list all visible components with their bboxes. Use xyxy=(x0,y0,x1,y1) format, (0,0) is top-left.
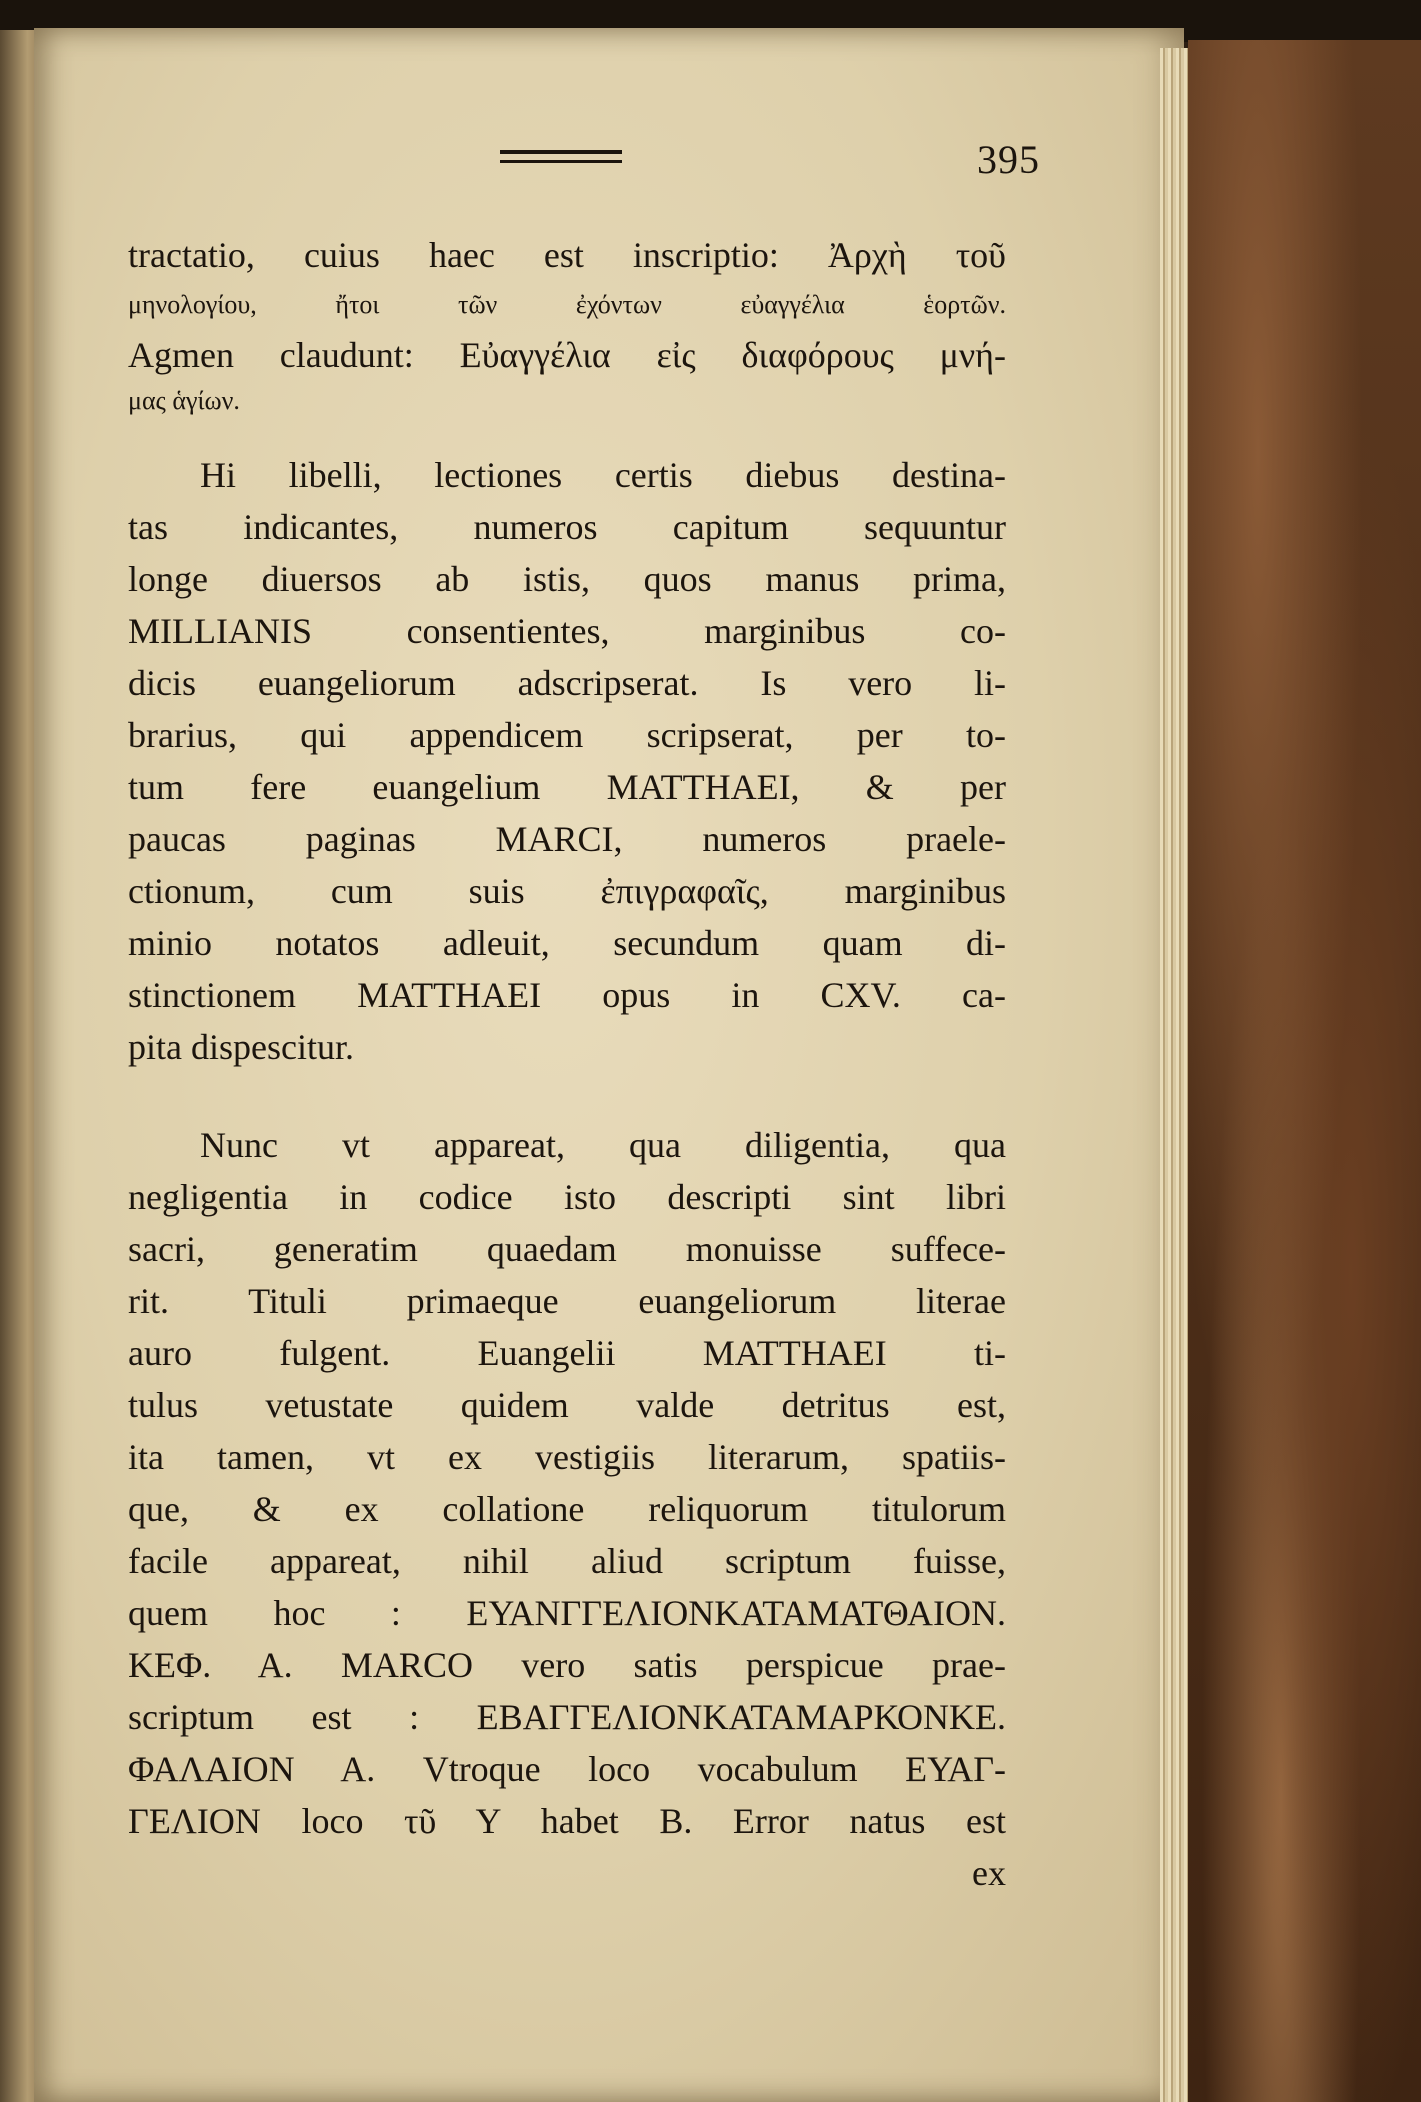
text-line: longe diuersos ab istis, quos manus prima, xyxy=(128,559,1006,599)
text-line: scriptum est : ΕΒΑΓΓΕΛΙΟΝΚΑΤΑΜΑΡΚΟΝΚΕ. xyxy=(128,1697,1006,1737)
text-line: tulus vetustate quidem valde detritus est, xyxy=(128,1385,1006,1425)
text-line: ΓΕΛΙΟΝ loco τῦ Υ habet Β. Error natus est xyxy=(128,1801,1006,1841)
text-line: Nunc vt appareat, qua diligentia, qua xyxy=(200,1125,1006,1165)
header-rule xyxy=(500,150,622,154)
text-line: minio notatos adleuit, secundum quam di- xyxy=(128,923,1006,963)
text-line: ΦΑΛΑΙΟΝ Α. Vtroque loco vocabulum ΕΥΑΓ- xyxy=(128,1749,1006,1789)
text-line: μας ἁγίων. xyxy=(128,386,240,415)
page-edges xyxy=(1160,48,1190,2102)
text-line: MILLIANIS consentientes, marginibus co- xyxy=(128,611,1006,651)
text-line: negligentia in codice isto descripti sint libri xyxy=(128,1177,1006,1217)
text-line: auro fulgent. Euangelii MATTHAEI ti- xyxy=(128,1333,1006,1373)
text-line: pita dispescitur. xyxy=(128,1027,354,1067)
text-line: tas indicantes, numeros capitum sequuntur xyxy=(128,507,1006,547)
catchword: ex xyxy=(972,1853,1006,1893)
leather-cover xyxy=(1188,40,1421,2102)
text-line: Agmen claudunt: Εὐαγγέλια εἰς διαφόρους μνή- xyxy=(128,335,1006,375)
text-line: que, & ex collatione reliquorum titulorum xyxy=(128,1489,1006,1529)
text-line: tum fere euangelium MATTHAEI, & per xyxy=(128,767,1006,807)
header-rule-lower xyxy=(500,160,622,163)
text-line: stinctionem MATTHAEI opus in CXV. ca- xyxy=(128,975,1006,1015)
text-line: sacri, generatim quaedam monuisse suffece- xyxy=(128,1229,1006,1269)
text-line: μηνολογίου, ἤτοι τῶν ἐχόντων εὐαγγέλια ἑορτῶν. xyxy=(128,290,1006,319)
text-line: dicis euangeliorum adscripserat. Is vero li- xyxy=(128,663,1006,703)
text-line: ita tamen, vt ex vestigiis literarum, spatiis- xyxy=(128,1437,1006,1477)
text-line: tractatio, cuius haec est inscriptio: Ἀρχὴ τοῦ xyxy=(128,235,1006,275)
page-number: 395 xyxy=(977,137,1040,182)
text-line: ΚΕΦ. Α. MARCO vero satis perspicue prae- xyxy=(128,1645,1006,1685)
text-line: Hi libelli, lectiones certis diebus destina- xyxy=(200,455,1006,495)
text-line: rit. Tituli primaeque euangeliorum literae xyxy=(128,1281,1006,1321)
text-line: facile appareat, nihil aliud scriptum fuisse, xyxy=(128,1541,1006,1581)
text-line: ctionum, cum suis ἐπιγραφαῖς, marginibus xyxy=(128,871,1006,911)
text-line: paucas paginas MARCI, numeros praele- xyxy=(128,819,1006,859)
text-line: quem hoc : ΕΥΑΝΓΓΕΛΙΟΝΚΑΤΑΜΑΤΘΑΙΟΝ. xyxy=(128,1593,1006,1633)
text-line: brarius, qui appendicem scripserat, per to- xyxy=(128,715,1006,755)
